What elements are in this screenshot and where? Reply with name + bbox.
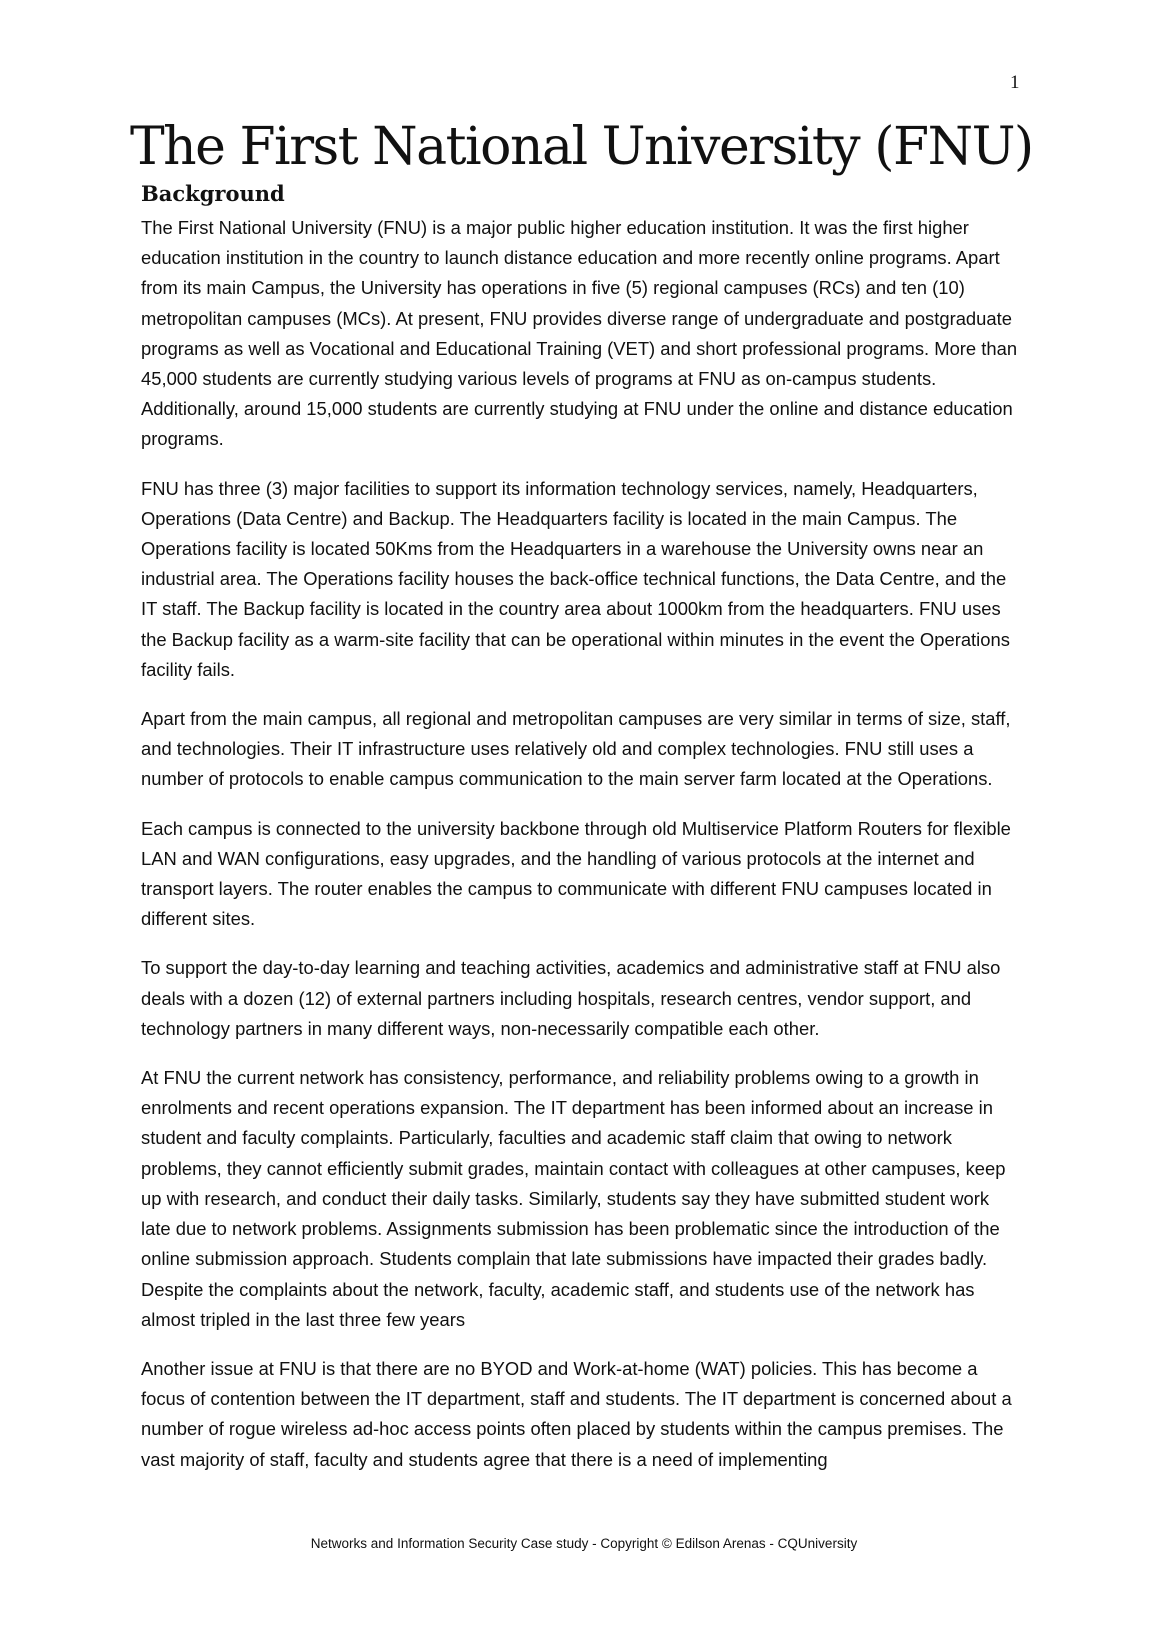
body-text bbox=[141, 213, 1021, 1494]
page-footer: Networks and Information Security Case study - Copyright © Edilson Arenas - CQUniversity bbox=[310, 1536, 858, 1551]
paragraph: FNU has three (3) major facilities to support its information technology services, namely, Headquarters, Operations (Data Centre) and Backup. The Headquarters facility is located in the main Campus. The Operations facility is located 50Kms from the Headquarters in a warehouse the University owns near an industrial area. The Operations facility houses the back-office technical functions, the Data Centre, and the IT staff. The Backup facility is located in the country area about 1000km from the headquarters. FNU uses the Backup facility as a warm-site facility that can be operational within minutes in the event the Operations facility fails. bbox=[141, 477, 1010, 680]
document-title: The First National University (FNU) bbox=[130, 117, 1033, 177]
section-heading-background: Background bbox=[141, 181, 285, 206]
paragraph: Each campus is connected to the university backbone through old Multiservice Platform Routers for flexible LAN and WAN configurations, easy upgrades, and the handling of various protocols at the internet and transport layers. The router enables the campus to communicate with different FNU campuses located in different sites. bbox=[141, 817, 1011, 930]
paragraph: Another issue at FNU is that there are no BYOD and Work-at-home (WAT) policies. This has become a focus of contention between the IT department, staff and students. The IT department is concerned about a number of rogue wireless ad-hoc access points often placed by students within the campus premises. The vast majority of staff, faculty and students agree that there is a need of implementing bbox=[141, 1357, 1012, 1470]
paragraph: Apart from the main campus, all regional and metropolitan campuses are very similar in terms of size, staff, and technologies. Their IT infrastructure uses relatively old and complex technologies. FNU still uses a number of protocols to enable campus communication to the main server farm located at the Operations. bbox=[141, 708, 1011, 790]
paragraph: At FNU the current network has consistency, performance, and reliability problems owing to a growth in enrolments and recent operations expansion. The IT department has been informed about an increase in student and faculty complaints. Particularly, faculties and academic staff claim that owing to network problems, they cannot efficiently submit grades, maintain contact with colleagues at other campuses, keep up with research, and conduct their daily tasks. Similarly, students say they have submitted student work late due to network problems. Assignments submission has been problematic since the introduction of the online submission approach. Students complain that late submissions have impacted their grades badly. Despite the complaints about the network, faculty, academic staff, and students use of the network has almost tripled in the last three few years bbox=[141, 1067, 1006, 1330]
paragraph: The First National University (FNU) is a major public higher education institution. It was the first higher education institution in the country to launch distance education and more recently online programs. Apart from its main Campus, the University has operations in five (5) regional campuses (RCs) and ten (10) metropolitan campuses (MCs). At present, FNU provides diverse range of undergraduate and postgraduate programs as well as Vocational and Educational Training (VET) and short professional programs. More than 45,000 students are currently studying various levels of programs at FNU as on-campus students. Additionally, around 15,000 students are currently studying at FNU under the online and distance education programs. bbox=[141, 217, 1018, 450]
page-number: 1 bbox=[1010, 72, 1020, 93]
paragraph: To support the day-to-day learning and teaching activities, academics and administrative staff at FNU also deals with a dozen (12) of external partners including hospitals, research centres, vendor support, and technology partners in many different ways, non-necessarily compatible each other. bbox=[141, 957, 1001, 1039]
